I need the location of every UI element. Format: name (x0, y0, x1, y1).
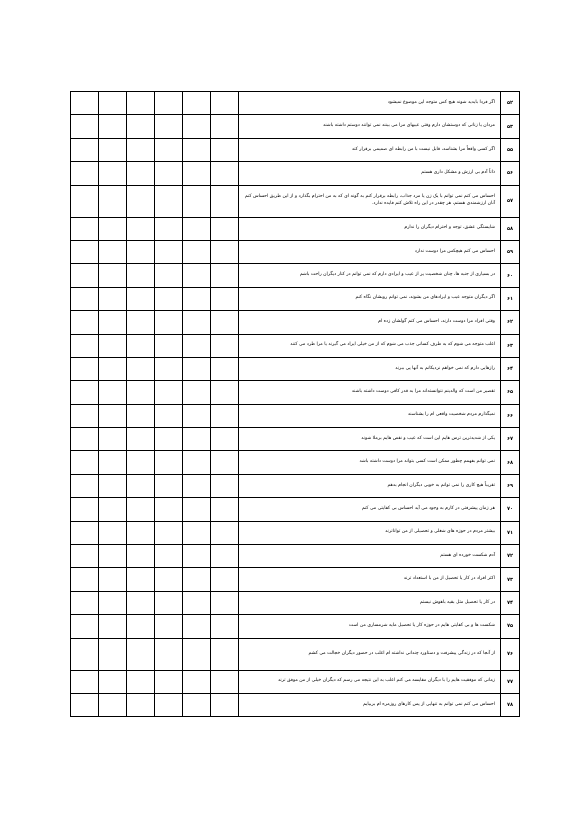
answer-box[interactable] (155, 451, 183, 474)
answer-box[interactable] (155, 474, 183, 497)
question-text: مردان یا زنانی که دوستشان دارم وقتی عیبهای مرا می بینند نمی توانند دوستم داشته باشند (239, 115, 501, 138)
answer-box[interactable] (127, 381, 155, 404)
answer-box[interactable] (99, 381, 127, 404)
answer-box[interactable] (183, 638, 211, 670)
answer-box[interactable] (71, 451, 99, 474)
answer-box[interactable] (71, 162, 99, 185)
answer-box[interactable] (71, 217, 99, 240)
answer-box[interactable] (127, 693, 155, 716)
question-row (71, 357, 520, 380)
answer-box[interactable] (127, 264, 155, 287)
answer-box[interactable] (71, 334, 99, 357)
answer-box[interactable] (155, 264, 183, 287)
question-text: نمی توانم بفهمم چطور ممکن است کسی بتواند مرا دوست داشته باشد (239, 451, 501, 474)
question-number: ۷۳ (501, 568, 520, 591)
answer-box[interactable] (211, 521, 239, 544)
question-number: ۶۴ (501, 357, 520, 380)
questionnaire-table (70, 91, 520, 717)
answer-box[interactable] (127, 428, 155, 451)
question-number: ۵۸ (501, 217, 520, 240)
question-text: اغلب متوجه می شوم که به طرف کسانی جذب می شوم که از من خیلی ایراد می گیرند یا مرا طرد می کنند (239, 334, 501, 357)
answer-box[interactable] (127, 404, 155, 427)
question-number: ۷۲ (501, 545, 520, 568)
answer-box[interactable] (155, 138, 183, 161)
answer-box[interactable] (127, 185, 155, 217)
answer-box[interactable] (155, 240, 183, 263)
answer-box[interactable] (155, 334, 183, 357)
answer-box[interactable] (71, 638, 99, 670)
question-text: نمیگذارم مردم شخصیت واقعی ام را بشناسند (239, 404, 501, 427)
question-text: در کار یا تحصیل مثل بقیه باهوش نیستم (239, 591, 501, 614)
answer-box[interactable] (99, 428, 127, 451)
answer-box[interactable] (211, 311, 239, 334)
answer-box[interactable] (183, 591, 211, 614)
question-row (71, 428, 520, 451)
question-number: ۶۶ (501, 404, 520, 427)
answer-box[interactable] (183, 185, 211, 217)
answer-box[interactable] (127, 92, 155, 115)
answer-box[interactable] (155, 638, 183, 670)
answer-box[interactable] (71, 670, 99, 693)
question-row (71, 185, 520, 217)
question-row (71, 311, 520, 334)
question-row (71, 115, 520, 138)
question-number: ۵۳ (501, 115, 520, 138)
answer-box[interactable] (71, 381, 99, 404)
answer-box[interactable] (155, 545, 183, 568)
question-number: ۶۵ (501, 381, 520, 404)
answer-box[interactable] (155, 217, 183, 240)
answer-box[interactable] (71, 404, 99, 427)
question-number: ۵۷ (501, 185, 520, 217)
question-text: یکی از شدیدترین ترس هایم این است که عیب و نقص هایم برملا شوند (239, 428, 501, 451)
answer-box[interactable] (99, 568, 127, 591)
answer-box[interactable] (99, 162, 127, 185)
answer-box[interactable] (71, 357, 99, 380)
answer-box[interactable] (99, 264, 127, 287)
question-number: ۷۰ (501, 498, 520, 521)
answer-box[interactable] (211, 474, 239, 497)
question-number: ۷۱ (501, 521, 520, 544)
question-text: از آنجا که در زندگی پیشرفت و دستاورد چندانی نداشته ام اغلب در حضور دیگران خجالت می کشم (239, 638, 501, 670)
answer-box[interactable] (71, 474, 99, 497)
answer-box[interactable] (71, 428, 99, 451)
question-number: ۶۹ (501, 474, 520, 497)
answer-box[interactable] (127, 521, 155, 544)
question-row (71, 545, 520, 568)
question-number: ۵۹ (501, 240, 520, 263)
answer-box[interactable] (99, 404, 127, 427)
answer-box[interactable] (127, 498, 155, 521)
answer-box[interactable] (183, 670, 211, 693)
question-text: آدم شکست خورده ای هستم (239, 545, 501, 568)
answer-box[interactable] (211, 217, 239, 240)
answer-box[interactable] (71, 568, 99, 591)
question-text: تقریباً هیچ کاری را نمی توانم به خوبی دیگران انجام بدهم (239, 474, 501, 497)
answer-box[interactable] (71, 92, 99, 115)
answer-box[interactable] (211, 670, 239, 693)
question-text: احساس می کنم نمی توانم با یک زن یا مرد جذاب، رابطه برقرار کنم به گونه ای که به من احترام بگذارد و از این طریق احساس کنم آنان ارزشمندی هستم، هر چقدر در این راه تلاش کنم فایده ندارد. (239, 185, 501, 217)
answer-box[interactable] (71, 287, 99, 310)
answer-box[interactable] (155, 670, 183, 693)
question-row (71, 670, 520, 693)
question-number: ۷۸ (501, 693, 520, 716)
answer-box[interactable] (71, 498, 99, 521)
answer-box[interactable] (183, 428, 211, 451)
question-text: احساس می کنم هیچکس مرا دوست ندارد (239, 240, 501, 263)
question-row (71, 474, 520, 497)
answer-box[interactable] (127, 138, 155, 161)
question-row (71, 404, 520, 427)
answer-box[interactable] (183, 334, 211, 357)
answer-box[interactable] (211, 545, 239, 568)
answer-box[interactable] (99, 240, 127, 263)
answer-box[interactable] (211, 357, 239, 380)
answer-box[interactable] (99, 498, 127, 521)
answer-box[interactable] (127, 451, 155, 474)
answer-box[interactable] (99, 217, 127, 240)
answer-box[interactable] (155, 615, 183, 638)
answer-box[interactable] (71, 115, 99, 138)
answer-box[interactable] (155, 311, 183, 334)
answer-box[interactable] (99, 185, 127, 217)
answer-box[interactable] (99, 474, 127, 497)
answer-box[interactable] (183, 357, 211, 380)
answer-box[interactable] (71, 591, 99, 614)
answer-box[interactable] (99, 521, 127, 544)
answer-box[interactable] (211, 185, 239, 217)
answer-box[interactable] (127, 334, 155, 357)
answer-box[interactable] (127, 638, 155, 670)
question-number: ۵۵ (501, 138, 520, 161)
question-text: در بسیاری از جنبه ها، چنان شخصیت پر از عیب و ایرادی دارم که نمی توانم در کنار دیگران راحت باشم (239, 264, 501, 287)
answer-box[interactable] (155, 591, 183, 614)
answer-box[interactable] (183, 92, 211, 115)
question-row (71, 381, 520, 404)
question-text: احساس می کنم نمی توانم به تنهایی از پس کارهای روزمره ام بربیایم (239, 693, 501, 716)
answer-box[interactable] (127, 217, 155, 240)
answer-box[interactable] (127, 615, 155, 638)
answer-box[interactable] (211, 115, 239, 138)
answer-box[interactable] (71, 521, 99, 544)
answer-box[interactable] (155, 357, 183, 380)
answer-box[interactable] (71, 185, 99, 217)
question-number: ۶۰ (501, 264, 520, 287)
question-row (71, 451, 520, 474)
answer-box[interactable] (99, 287, 127, 310)
answer-box[interactable] (99, 334, 127, 357)
answer-box[interactable] (127, 591, 155, 614)
question-number: ۶۷ (501, 428, 520, 451)
answer-box[interactable] (183, 115, 211, 138)
question-row (71, 334, 520, 357)
answer-box[interactable] (211, 404, 239, 427)
answer-box[interactable] (211, 264, 239, 287)
answer-box[interactable] (183, 693, 211, 716)
answer-box[interactable] (99, 545, 127, 568)
answer-box[interactable] (71, 240, 99, 263)
answer-box[interactable] (211, 693, 239, 716)
question-row (71, 264, 520, 287)
question-number: ۶۲ (501, 311, 520, 334)
question-row (71, 217, 520, 240)
question-row (71, 693, 520, 716)
answer-box[interactable] (183, 615, 211, 638)
answer-box[interactable] (99, 638, 127, 670)
answer-box[interactable] (183, 451, 211, 474)
question-text: اگر فردا بایدید شوند هیچ کس متوجه این موضوع نمیشود (239, 92, 501, 115)
question-number: ۶۱ (501, 287, 520, 310)
answer-box[interactable] (99, 138, 127, 161)
answer-box[interactable] (211, 451, 239, 474)
answer-box[interactable] (211, 591, 239, 614)
question-text: اگر دیگران متوجه عیب و ایرادهای من بشوند، نمی توانم روبشان نگاه کنم (239, 287, 501, 310)
question-number: ۷۴ (501, 591, 520, 614)
answer-box[interactable] (183, 545, 211, 568)
answer-box[interactable] (183, 264, 211, 287)
answer-box[interactable] (71, 311, 99, 334)
answer-box[interactable] (211, 138, 239, 161)
answer-box[interactable] (155, 287, 183, 310)
answer-box[interactable] (211, 92, 239, 115)
question-row (71, 591, 520, 614)
question-row (71, 162, 520, 185)
question-row (71, 240, 520, 263)
question-number: ۵۶ (501, 162, 520, 185)
answer-box[interactable] (183, 404, 211, 427)
answer-box[interactable] (211, 615, 239, 638)
answer-box[interactable] (127, 670, 155, 693)
question-row (71, 568, 520, 591)
answer-box[interactable] (99, 115, 127, 138)
answer-box[interactable] (127, 545, 155, 568)
question-text: وقتی افراد مرا دوست دارند، احساس می کنم گولشان زده ام (239, 311, 501, 334)
answer-box[interactable] (155, 693, 183, 716)
answer-box[interactable] (155, 185, 183, 217)
answer-box[interactable] (71, 545, 99, 568)
answer-box[interactable] (183, 162, 211, 185)
answer-box[interactable] (99, 615, 127, 638)
answer-box[interactable] (127, 474, 155, 497)
question-text: تقصیر من است که والدینم نتوانسته‌اند مرا به قدر کافی دوست داشته باشند (239, 381, 501, 404)
answer-box[interactable] (183, 240, 211, 263)
question-text: ذاتاً آدم بی ارزش و مشکل داری هستم (239, 162, 501, 185)
question-number: ۷۷ (501, 670, 520, 693)
answer-box[interactable] (99, 693, 127, 716)
answer-box[interactable] (127, 357, 155, 380)
question-text: رازهایی دارم که نمی خواهم نزدیکانم به آنها پی ببرند (239, 357, 501, 380)
answer-box[interactable] (155, 162, 183, 185)
answer-box[interactable] (211, 498, 239, 521)
answer-box[interactable] (183, 498, 211, 521)
answer-box[interactable] (99, 670, 127, 693)
question-number: ۶۳ (501, 334, 520, 357)
answer-box[interactable] (71, 138, 99, 161)
question-number: ۷۶ (501, 638, 520, 670)
question-row (71, 287, 520, 310)
answer-box[interactable] (71, 615, 99, 638)
answer-box[interactable] (71, 693, 99, 716)
question-row (71, 92, 520, 115)
answer-box[interactable] (155, 92, 183, 115)
answer-box[interactable] (183, 138, 211, 161)
answer-box[interactable] (211, 334, 239, 357)
answer-box[interactable] (155, 381, 183, 404)
answer-box[interactable] (99, 92, 127, 115)
question-text: اکثر افراد در کار یا تحصیل از من با استعداد ترند (239, 568, 501, 591)
question-row (71, 615, 520, 638)
question-number: ۷۵ (501, 615, 520, 638)
question-text: زمانی که موفقیت هایم را با دیگران مقایسه می کنم اغلب به این نتیجه می رسم که دیگران خیلی از من موفق ترند (239, 670, 501, 693)
answer-box[interactable] (99, 311, 127, 334)
answer-box[interactable] (155, 404, 183, 427)
answer-box[interactable] (155, 521, 183, 544)
answer-box[interactable] (211, 240, 239, 263)
answer-box[interactable] (211, 381, 239, 404)
answer-box[interactable] (71, 264, 99, 287)
answer-box[interactable] (183, 287, 211, 310)
answer-box[interactable] (127, 162, 155, 185)
answer-box[interactable] (183, 381, 211, 404)
answer-box[interactable] (127, 240, 155, 263)
answer-box[interactable] (99, 451, 127, 474)
answer-box[interactable] (183, 568, 211, 591)
answer-box[interactable] (183, 521, 211, 544)
answer-box[interactable] (211, 568, 239, 591)
question-row (71, 521, 520, 544)
question-row (71, 498, 520, 521)
answer-box[interactable] (99, 357, 127, 380)
question-text: هر زمان پیشرفتی در کارم به وجود می آید احساس بی کفایتی می کنم (239, 498, 501, 521)
answer-box[interactable] (211, 638, 239, 670)
answer-box[interactable] (127, 311, 155, 334)
answer-box[interactable] (211, 162, 239, 185)
question-number: ۵۲ (501, 92, 520, 115)
question-number: ۶۸ (501, 451, 520, 474)
answer-box[interactable] (183, 217, 211, 240)
question-row (71, 138, 520, 161)
question-text: شایستگی عشق، توجه و احترام دیگران را ندارم (239, 217, 501, 240)
answer-box[interactable] (155, 428, 183, 451)
question-text: شکست ها و بی کفایتی هایم در حوزه کار یا تحصیل مایه شرمساری من است (239, 615, 501, 638)
answer-box[interactable] (99, 591, 127, 614)
question-row (71, 638, 520, 670)
answer-box[interactable] (155, 115, 183, 138)
answer-box[interactable] (127, 287, 155, 310)
question-text: اگر کسی واقعاً مرا بشناسد، قابل نیست با من رابطه ای صمیمی برقرار کند (239, 138, 501, 161)
answer-box[interactable] (127, 115, 155, 138)
question-text: بیشتر مردم در حوزه های شغلی و تحصیلی از من تواناترند (239, 521, 501, 544)
answer-box[interactable] (211, 428, 239, 451)
answer-box[interactable] (155, 568, 183, 591)
answer-box[interactable] (155, 498, 183, 521)
answer-box[interactable] (211, 287, 239, 310)
answer-box[interactable] (127, 568, 155, 591)
questionnaire-body (71, 92, 520, 717)
answer-box[interactable] (183, 474, 211, 497)
answer-box[interactable] (183, 311, 211, 334)
